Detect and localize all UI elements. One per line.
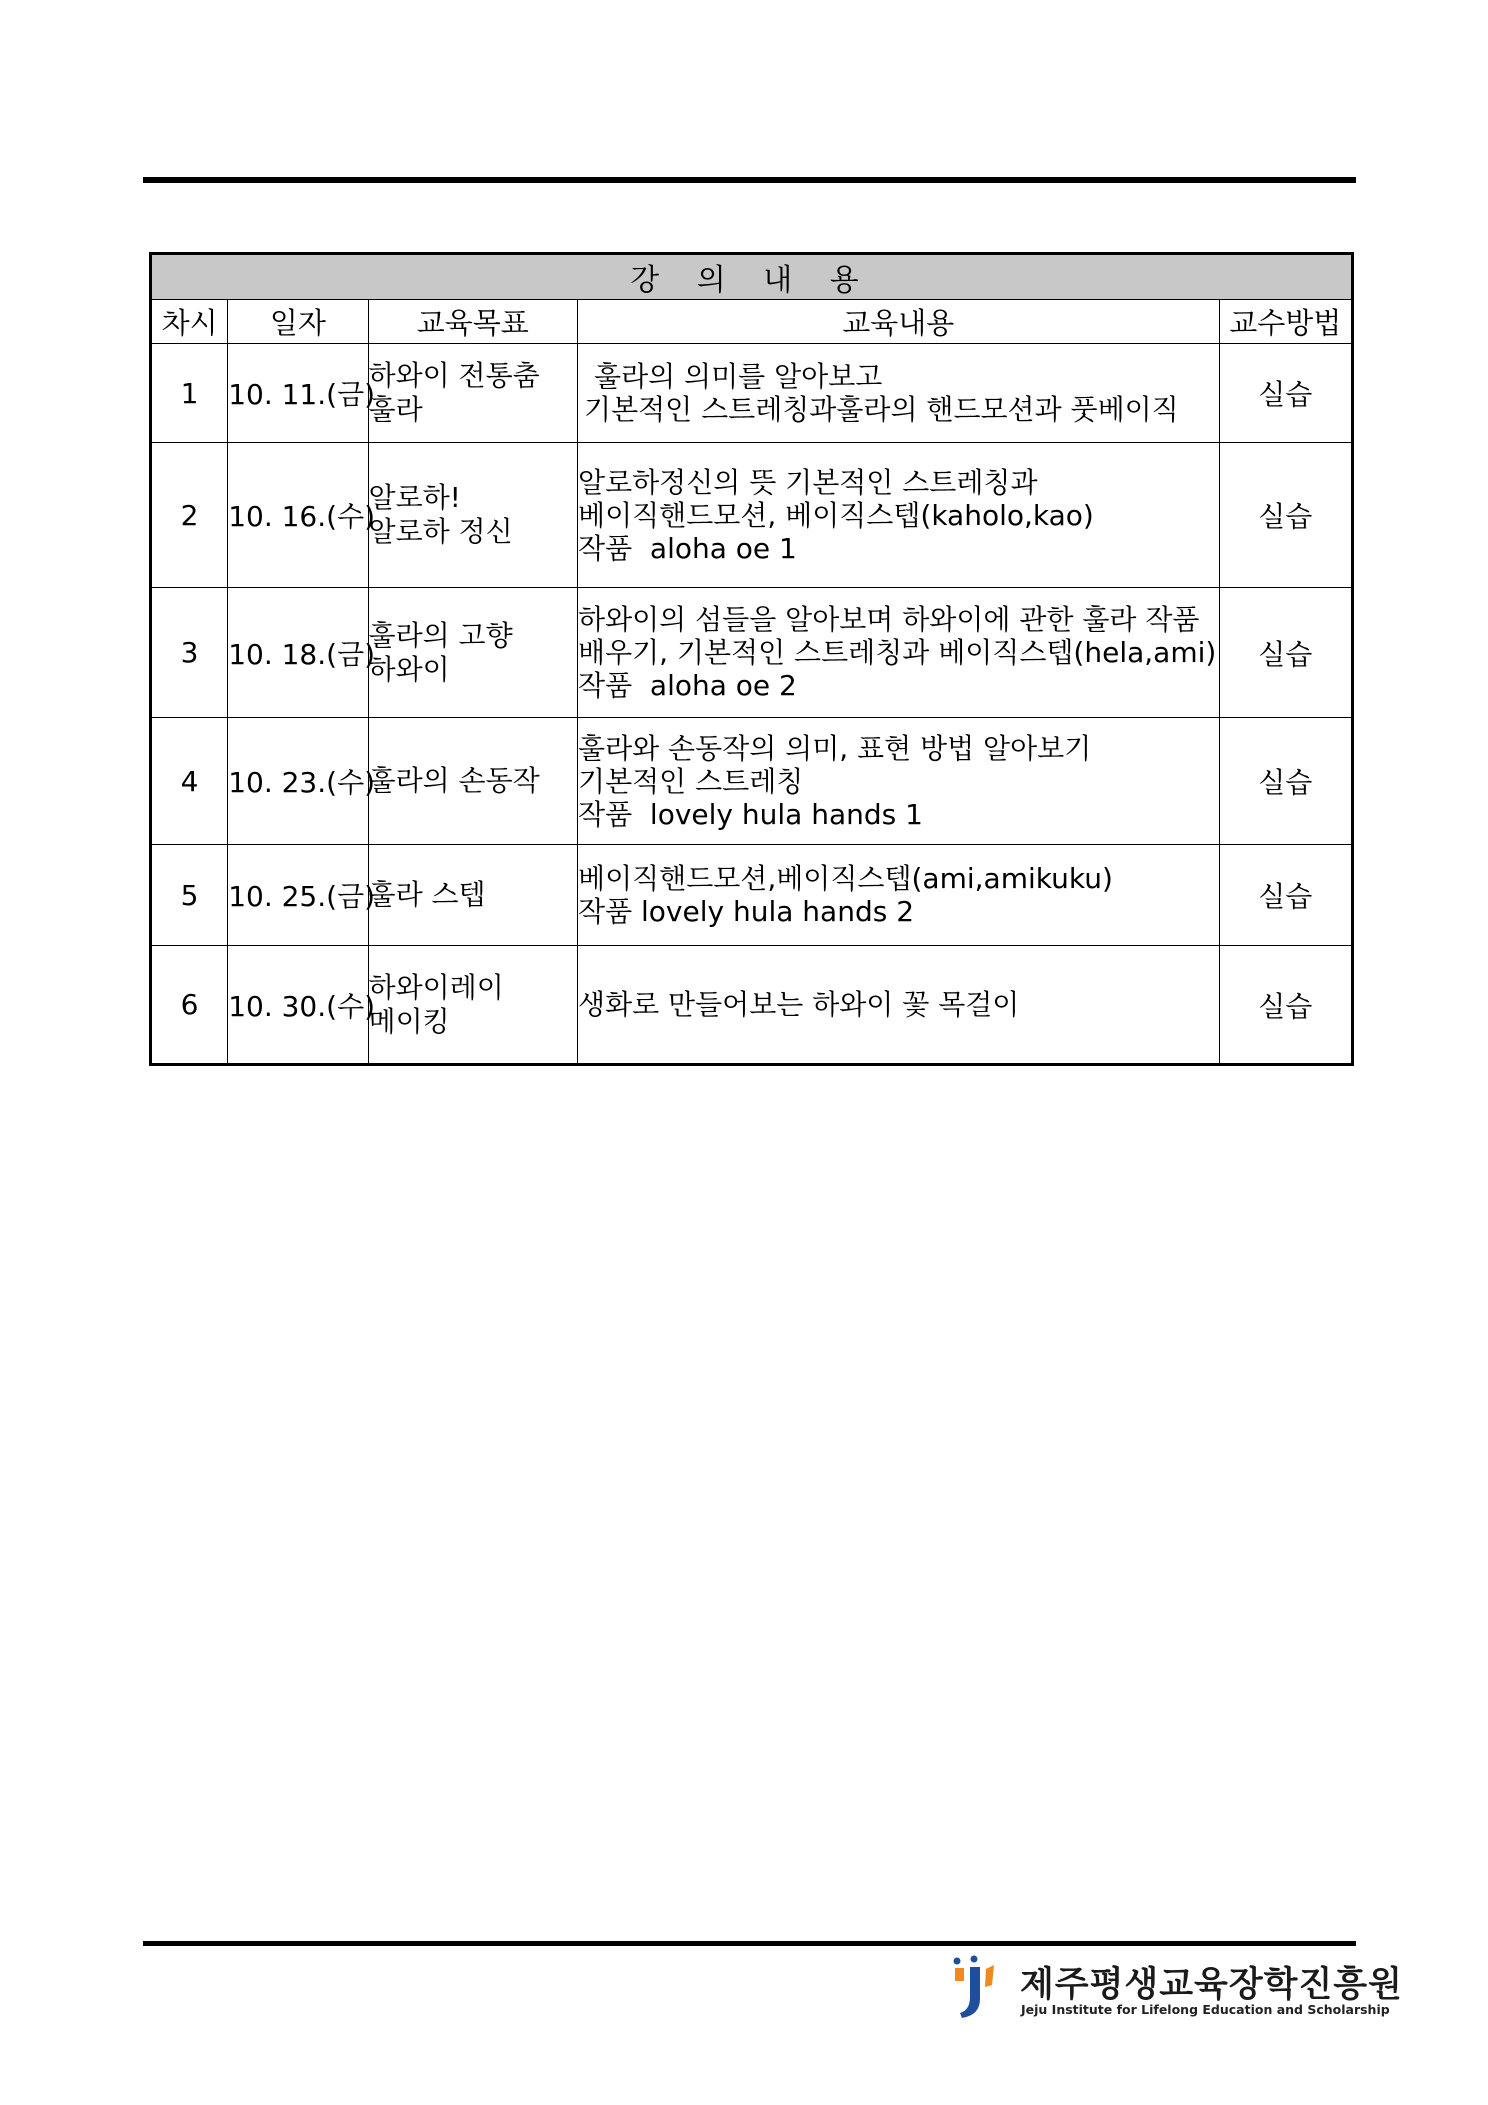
- session-goal: [368, 946, 578, 1065]
- session-number: 2: [151, 443, 228, 588]
- session-content: [578, 443, 1220, 588]
- content-line: 작품 lovely hula hands 2: [578, 895, 915, 928]
- institute-emblem-icon: [950, 1955, 1006, 2021]
- session-goal: [368, 588, 578, 718]
- goal-line: 훌라의 손동작: [368, 764, 540, 797]
- content-line: 배우기, 기본적인 스트레칭과 베이직스텝(hela,ami): [578, 636, 1217, 669]
- goal-line: 하와이 전통춤: [368, 359, 540, 392]
- table-row: [151, 845, 1353, 946]
- goal-line: 하와이레이: [368, 970, 504, 1004]
- content-line: 하와이의 섬들을 알아보며 하와이에 관한 훌라 작품: [578, 603, 1200, 636]
- content-line: 알로하정신의 뜻 기본적인 스트레칭과: [578, 465, 1038, 499]
- col-header-goal: 교육목표: [368, 300, 578, 344]
- session-goal: [368, 443, 578, 588]
- institute-logo: [950, 1955, 1403, 2025]
- goal-line: 알로하!: [368, 481, 461, 514]
- col-header-method: 교수방법: [1219, 300, 1352, 344]
- content-line: 베이직핸드모션,베이직스텝(ami,amikuku): [578, 862, 1113, 895]
- session-method: 실습: [1219, 718, 1352, 845]
- goal-line: 훌라의 고향: [368, 618, 513, 652]
- content-line: 기본적인 스트레칭과훌라의 핸드모션과 풋베이직: [584, 393, 1179, 426]
- content-line: 훌라와 손동작의 의미, 표현 방법 알아보기: [578, 731, 1092, 765]
- session-goal: [368, 718, 578, 845]
- session-date: 10. 18.(금): [228, 588, 368, 718]
- goal-line: 훌라: [368, 393, 423, 426]
- footer-rule: [143, 1941, 1356, 1946]
- col-header-session: 차시: [151, 300, 228, 344]
- institute-name-en: Jeju Institute for Lifelong Education and Scholarship: [1021, 2002, 1390, 2017]
- content-line: 작품 aloha oe 1: [578, 531, 797, 565]
- goal-line: 메이킹: [368, 1004, 450, 1038]
- content-line: 훌라의 의미를 알아보고: [594, 360, 883, 393]
- session-content: [578, 344, 1220, 443]
- session-method: 실습: [1219, 588, 1352, 718]
- table-row: [151, 588, 1353, 718]
- session-method: 실습: [1219, 344, 1352, 443]
- session-number: 5: [151, 845, 228, 946]
- content-line: 생화로 만들어보는 하와이 꽃 목걸이: [578, 988, 1020, 1021]
- session-method: 실습: [1219, 845, 1352, 946]
- col-header-date: 일자: [228, 300, 368, 344]
- session-content: [578, 845, 1220, 946]
- table-row: [151, 946, 1353, 1065]
- session-number: 6: [151, 946, 228, 1065]
- goal-line: 하와이: [368, 652, 450, 686]
- goal-line: 알로하 정신: [368, 515, 513, 548]
- goal-line: 훌라 스텝: [368, 878, 486, 911]
- session-date: 10. 23.(수): [228, 718, 368, 845]
- session-method: 실습: [1219, 946, 1352, 1065]
- session-content: [578, 946, 1220, 1065]
- session-date: 10. 25.(금): [228, 845, 368, 946]
- table-title: 강 의 내 용: [151, 254, 1353, 300]
- session-goal: [368, 845, 578, 946]
- session-goal: [368, 344, 578, 443]
- header-rule: [143, 177, 1356, 183]
- session-method: 실습: [1219, 443, 1352, 588]
- lecture-content-table: [149, 252, 1354, 1066]
- session-number: 3: [151, 588, 228, 718]
- content-line: 작품 aloha oe 2: [578, 669, 797, 702]
- content-line: 베이직핸드모션, 베이직스텝(kaholo,kao): [578, 498, 1094, 532]
- session-content: [578, 588, 1220, 718]
- session-content: [578, 718, 1220, 845]
- content-line: 작품 lovely hula hands 1: [578, 797, 923, 831]
- session-date: 10. 30.(수): [228, 946, 368, 1065]
- table-row: [151, 443, 1353, 588]
- table-header-row: [151, 300, 1353, 344]
- institute-name-ko: 제주평생교육장학진흥원: [1020, 1965, 1403, 2005]
- content-line: 기본적인 스트레칭: [578, 764, 804, 798]
- table-row: [151, 344, 1353, 443]
- session-date: 10. 11.(금): [228, 344, 368, 443]
- col-header-content: 교육내용: [578, 300, 1220, 344]
- table-row: [151, 718, 1353, 845]
- session-number: 4: [151, 718, 228, 845]
- session-date: 10. 16.(수): [228, 443, 368, 588]
- session-number: 1: [151, 344, 228, 443]
